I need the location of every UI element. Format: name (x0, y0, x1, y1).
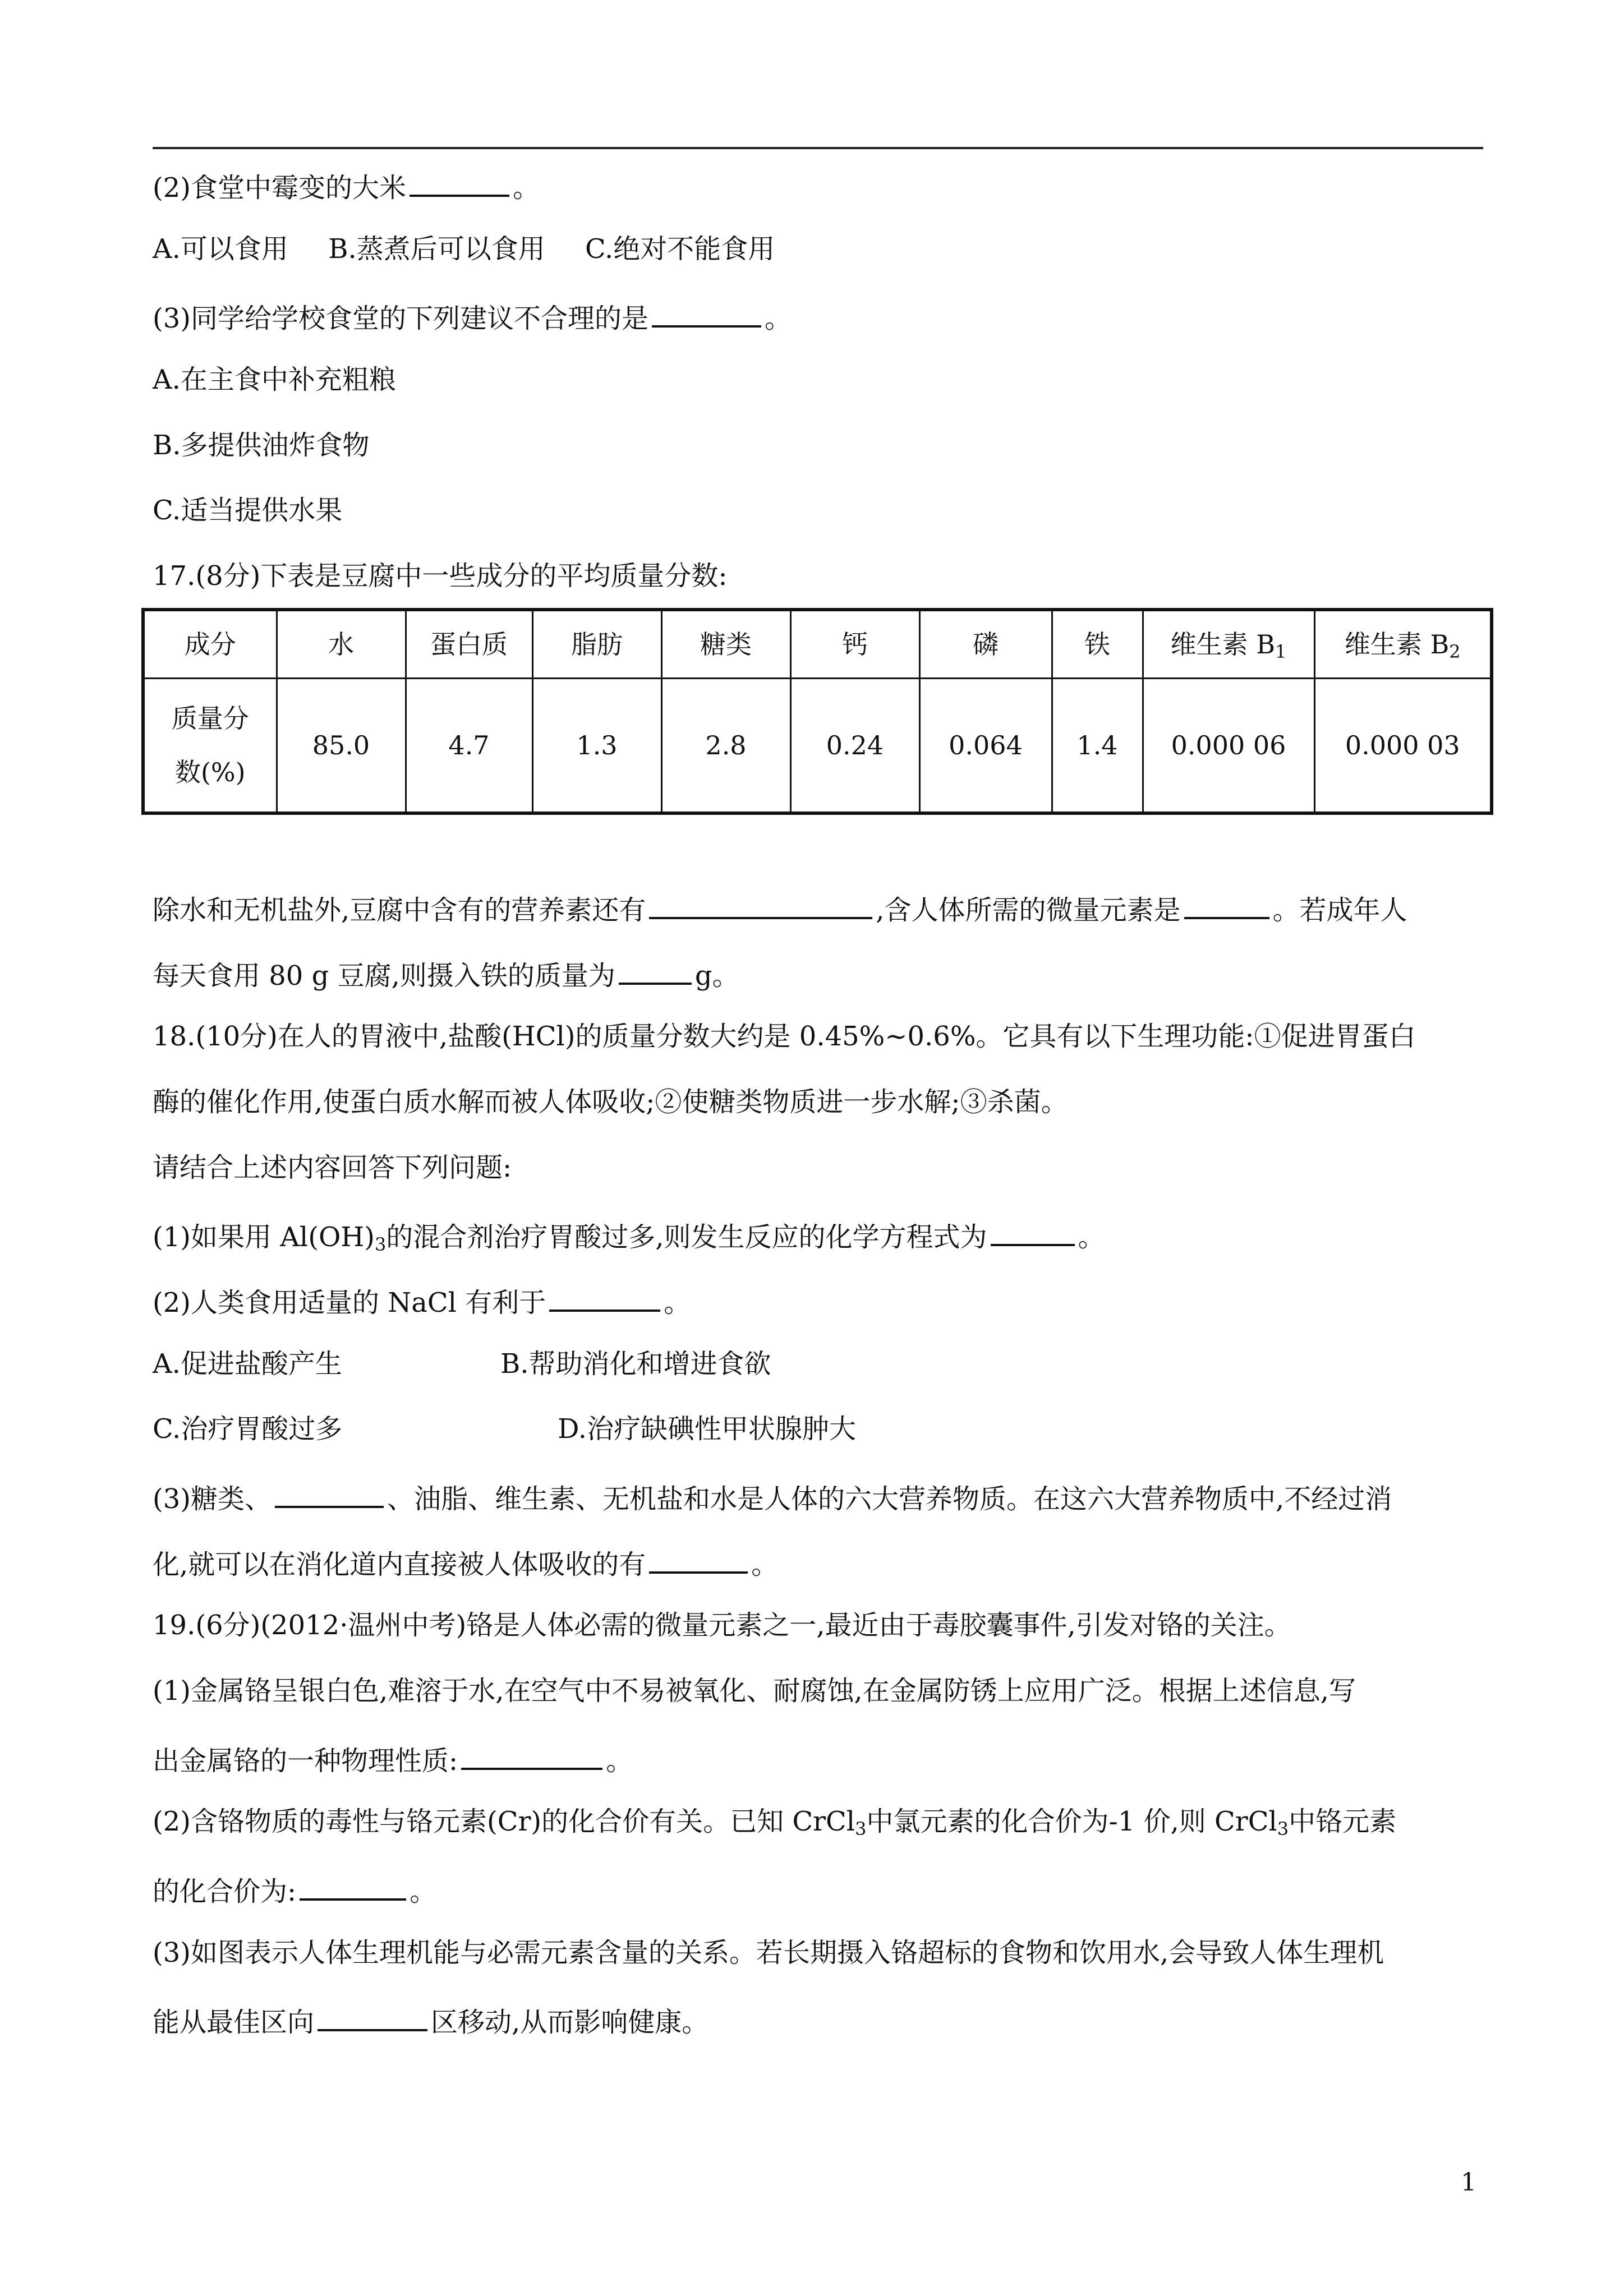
q16-part3-stem: (3)同学给学校食堂的下列建议不合理的是 (153, 303, 648, 334)
q17-text-line1: 除水和无机盐外,豆腐中含有的营养素还有 ,含人体所需的微量元素是 。若成年人 (153, 888, 1483, 928)
row-label-cell: 质量分 数(%) (143, 679, 277, 814)
header-cell: 脂肪 (532, 610, 661, 679)
q16-part3-option-c: C.适当提供水果 (153, 495, 343, 526)
q18-line2: 酶的催化作用,使蛋白质水解而被人体吸收;②使糖类物质进一步水解;③杀菌。 (153, 1086, 1068, 1118)
table-header-row (143, 610, 1492, 679)
answer-blank[interactable] (410, 165, 509, 197)
header-cell: 水 (277, 610, 406, 679)
option-d: D.治疗缺碘性甲状腺肿大 (558, 1413, 857, 1445)
value-cell: 1.4 (1052, 679, 1143, 814)
q18-part3-line1: (3)糖类、 、油脂、维生素、无机盐和水是人体的六大营养物质。在这六大营养物质中,不经过消 (153, 1477, 1483, 1517)
value-cell: 0.064 (919, 679, 1052, 814)
q19-line1: 19.(6分)(2012·温州中考)铬是人体必需的微量元素之一,最近由于毒胶囊事件,引发对铬的关注。 (153, 1610, 1291, 1641)
q17-stem: 17.(8分)下表是豆腐中一些成分的平均质量分数: (153, 560, 728, 592)
q19-part1-line2: 出金属铬的一种物理性质: 。 (153, 1739, 1483, 1779)
q18-part2: (2)人类食用适量的 NaCl 有利于 。 (153, 1280, 1483, 1321)
q18-line3: 请结合上述内容回答下列问题: (153, 1152, 512, 1183)
q16-part2: (2)食堂中霉变的大米 。 (153, 165, 1483, 206)
header-rule (153, 147, 1483, 149)
q19-part3-line1: (3)如图表示人体生理机能与必需元素含量的关系。若长期摄入铬超标的食物和饮用水,会导致人体生理机 (153, 1937, 1384, 1968)
answer-blank[interactable] (991, 1215, 1075, 1246)
option-b: B.帮助消化和增进食欲 (500, 1348, 771, 1380)
header-cell: 成分 (143, 610, 277, 679)
option-a: A.促进盐酸产生 (153, 1348, 342, 1380)
value-cell: 1.3 (532, 679, 661, 814)
nutrient-table (141, 608, 1493, 815)
header-cell: 维生素 $B_1$ (1143, 610, 1314, 679)
value-cell: 0.000 06 (1143, 679, 1314, 814)
q16-part3: (3)同学给学校食堂的下列建议不合理的是 。 (153, 296, 1483, 336)
option-c: C.绝对不能食用 (585, 233, 775, 265)
value-cell: 85.0 (277, 679, 406, 814)
value-cell: 0.24 (790, 679, 919, 814)
answer-blank[interactable] (300, 1869, 406, 1901)
q17-text-line2: 每天食用 80 g 豆腐,则摄入铁的质量为 g。 (153, 953, 1483, 994)
answer-blank[interactable] (652, 296, 761, 328)
header-cell: 蛋白质 (406, 610, 532, 679)
answer-blank[interactable] (619, 953, 692, 985)
value-cell: 0.000 03 (1314, 679, 1492, 814)
q19-part1-line1: (1)金属铬呈银白色,难溶于水,在空气中不易被氧化、耐腐蚀,在金属防锈上应用广泛。根据上述信息,写 (153, 1675, 1356, 1707)
header-cell: 糖类 (661, 610, 790, 679)
option-b: B.蒸煮后可以食用 (328, 233, 545, 265)
q16-part3-option-a: A.在主食中补充粗粮 (153, 364, 396, 395)
q18-part2-options-cd (153, 1411, 1483, 1447)
answer-blank[interactable] (318, 2000, 427, 2031)
value-cell: 2.8 (661, 679, 790, 814)
header-cell: 维生素 $B_2$ (1314, 610, 1492, 679)
table-row (143, 679, 1492, 814)
answer-blank[interactable] (649, 1542, 748, 1574)
answer-blank[interactable] (1184, 888, 1269, 919)
q18-line1: 18.(10分)在人的胃液中,盐酸(HCl)的质量分数大约是 0.45%~0.6%。它具有以下生理功能:①促进胃蛋白 (153, 1021, 1416, 1052)
q16-part2-stem: (2)食堂中霉变的大米 (153, 172, 406, 204)
answer-blank[interactable] (275, 1477, 384, 1508)
q18-part2-options-ab (153, 1346, 1483, 1382)
header-cell: 铁 (1052, 610, 1143, 679)
answer-blank[interactable] (461, 1739, 602, 1770)
answer-blank[interactable] (549, 1280, 660, 1312)
header-cell: 钙 (790, 610, 919, 679)
q16-part3-option-b: B.多提供油炸食物 (153, 430, 370, 461)
option-c: C.治疗胃酸过多 (153, 1413, 343, 1445)
answer-blank[interactable] (649, 888, 872, 919)
page-number: 1 (1461, 2168, 1476, 2197)
q18-part1: (1)如果用 $Al(OH)_3$的混合剂治疗胃酸过多,则发生反应的化学方程式为 。 (153, 1215, 1483, 1255)
q19-part3-line2: 能从最佳区向 区移动,从而影响健康。 (153, 2000, 1483, 2040)
q18-part3-line2: 化,就可以在消化道内直接被人体吸收的有 。 (153, 1542, 1483, 1583)
option-a: A.可以食用 (153, 233, 288, 265)
q19-part2-line2: 的化合价为: 。 (153, 1869, 1483, 1910)
value-cell: 4.7 (406, 679, 532, 814)
q19-part2-line1: (2)含铬物质的毒性与铬元素(Cr)的化合价有关。已知 CrCl$_3$中氯元素的化合价为-1 价,则 CrCl$_3$中铬元素 (153, 1806, 1397, 1839)
q16-part2-options (153, 231, 1483, 267)
header-cell: 磷 (919, 610, 1052, 679)
